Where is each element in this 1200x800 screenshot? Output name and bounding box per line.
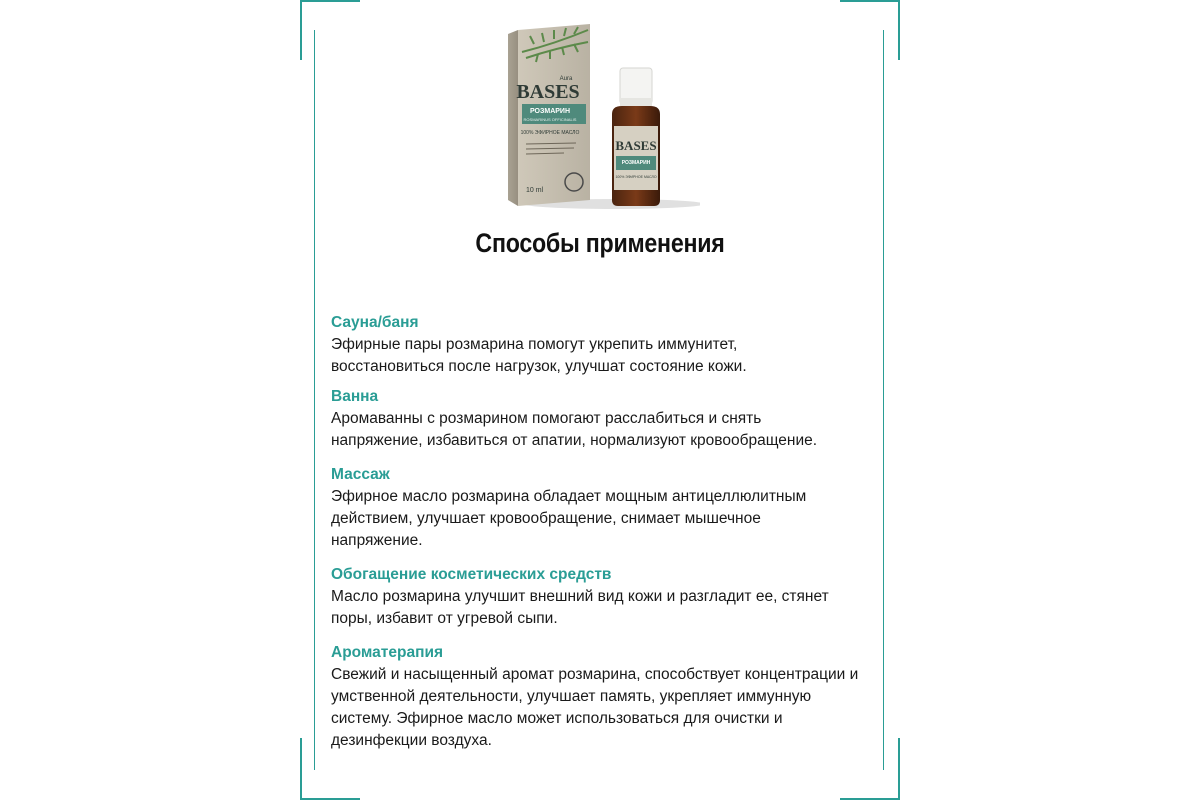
section-bath bbox=[331, 386, 891, 452]
box-brand: BASES bbox=[516, 81, 580, 103]
section-text-line: умственной деятельности, улучшает память, укрепляет иммунную bbox=[331, 688, 812, 705]
section-text-line: дезинфекции воздуха. bbox=[331, 732, 492, 749]
section-text-line: Аромаванны с розмарином помогают расслабиться и снять bbox=[331, 410, 762, 427]
section-heading: Ароматерапия bbox=[331, 644, 444, 661]
box-latin: ROSMARINUS OFFICINALIS bbox=[523, 117, 577, 122]
section-text-line: напряжение, избавиться от апатии, нормализуют кровообращение. bbox=[331, 432, 818, 449]
instruction-card bbox=[300, 0, 900, 800]
section-text-line: Свежий и насыщенный аромат розмарина, способствует концентрации и bbox=[331, 666, 859, 683]
box-oil: 100% ЭФИРНОЕ МАСЛО bbox=[520, 130, 580, 136]
section-heading: Сауна/баня bbox=[331, 314, 419, 331]
frame-top-left-v bbox=[300, 0, 302, 60]
product-image bbox=[504, 22, 700, 210]
frame-top-left-h bbox=[300, 0, 360, 2]
section-text-line: Эфирные пары розмарина помогут укрепить иммунитет, bbox=[331, 336, 738, 353]
section-text-line: Эфирное масло розмарина обладает мощным антицеллюлитным bbox=[331, 488, 807, 505]
bottle-brand: BASES bbox=[615, 138, 657, 153]
section-text-line: напряжение. bbox=[331, 532, 423, 549]
box-volume: 10 ml bbox=[526, 187, 544, 194]
section-cosmetics bbox=[331, 564, 891, 630]
section-heading: Обогащение косметических средств bbox=[331, 566, 612, 583]
section-heading: Ванна bbox=[331, 388, 379, 405]
usage-list bbox=[331, 312, 891, 760]
section-text-line: поры, избавит от угревой сыпи. bbox=[331, 610, 558, 627]
section-massage bbox=[331, 464, 891, 552]
frame-top-right-h bbox=[840, 0, 900, 2]
bottle-name: РОЗМАРИН bbox=[621, 160, 651, 166]
section-text-line: систему. Эфирное масло может использоваться для очистки и bbox=[331, 710, 783, 727]
frame-bottom-right-v bbox=[898, 738, 900, 800]
frame-bottom-left-v bbox=[300, 738, 302, 800]
section-text-line: действием, улучшает кровообращение, снимает мышечное bbox=[331, 510, 761, 527]
section-sauna bbox=[331, 312, 891, 378]
bottle-oil: 100% ЭФИРНОЕ МАСЛО bbox=[615, 175, 657, 179]
box-brand-small: Aura bbox=[559, 76, 573, 82]
box-name: РОЗМАРИН bbox=[529, 108, 571, 115]
section-text-line: Масло розмарина улучшит внешний вид кожи и разгладит ее, стянет bbox=[331, 588, 829, 605]
page-title: Способы применения bbox=[475, 228, 725, 258]
section-text-line: восстановиться после нагрузок, улучшат состояние кожи. bbox=[331, 358, 747, 375]
section-heading: Массаж bbox=[331, 466, 390, 483]
frame-top-right-v bbox=[898, 0, 900, 60]
section-aromatherapy bbox=[331, 642, 891, 752]
